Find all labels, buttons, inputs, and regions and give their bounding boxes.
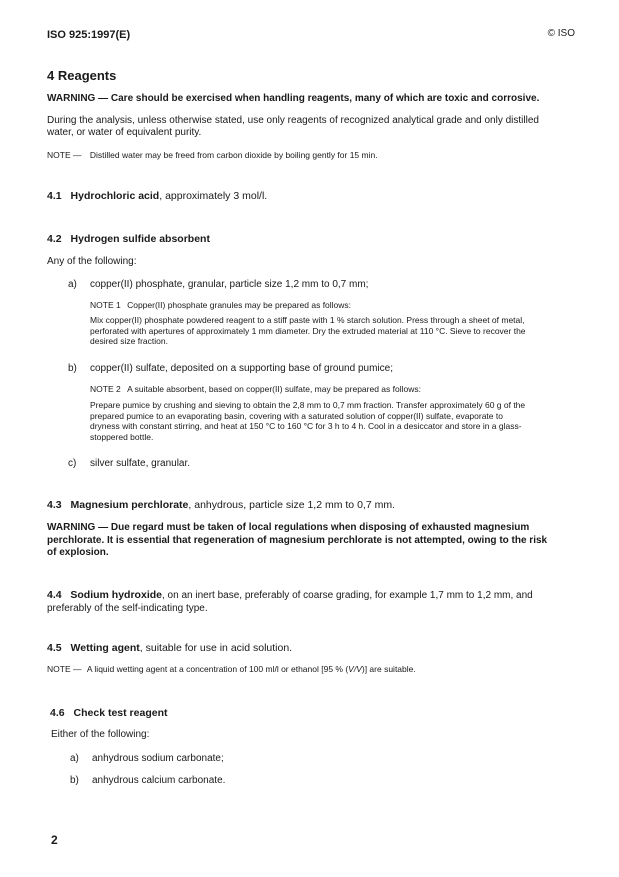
subsection-title: Sodium hydroxide [70, 589, 162, 601]
note-line: desired size fraction. [90, 336, 168, 346]
list-marker: b) [68, 363, 77, 374]
subsection-4-6 [50, 707, 167, 719]
section-4-title: 4 Reagents [47, 68, 117, 83]
copyright-mark: © ISO [547, 28, 575, 39]
subsection-number: 4.3 [47, 499, 62, 511]
list-item-text: copper(II) phosphate, granular, particle size 1,2 mm to 0,7 mm; [90, 279, 369, 290]
note-text: Copper(II) phosphate granules may be prepared as follows: [127, 300, 352, 310]
magnesium-warning [47, 522, 547, 560]
subsection-title: Hydrogen sulfide absorbent [70, 233, 210, 245]
subsection-number: 4.1 [47, 190, 62, 202]
section-4-note [47, 150, 378, 161]
list-intro: Either of the following: [51, 729, 150, 740]
subsection-4-2 [47, 233, 210, 245]
note-label: NOTE — [47, 664, 82, 674]
subsection-title: Check test reagent [73, 707, 168, 719]
standard-designation: ISO 925:1997(E) [47, 29, 131, 41]
subsection-title: Hydrochloric acid [70, 190, 160, 202]
note-2-body [90, 400, 525, 442]
page-number: 2 [51, 833, 58, 847]
note-line: prepared pumice to an evaporating basin, covering with a saturated solution of copper(II) sulfate, evaporate to [90, 410, 503, 421]
subsection-4-4 [47, 589, 533, 615]
subsection-4-3 [47, 499, 395, 511]
note-label: NOTE — [47, 150, 82, 160]
list-item-text: anhydrous sodium carbonate; [92, 753, 224, 764]
note-text: A suitable absorbent, based on copper(II) sulfate, may be prepared as follows: [127, 384, 421, 394]
note-1-body [90, 315, 526, 347]
warning-text: Care should be exercised when handling reagents, many of which are toxic and corrosive. [108, 93, 540, 104]
subsection-text: , approximately 3 mol/l. [159, 190, 268, 202]
subsection-title: Wetting agent [70, 642, 140, 654]
list-item-text: copper(II) sulfate, deposited on a supporting base of ground pumice; [90, 363, 393, 374]
warning-line: perchlorate. It is essential that regeneration of magnesium perchlorate is not attempted, owing to the risk [47, 534, 548, 546]
wetting-note [47, 664, 416, 675]
subsection-text: , anhydrous, particle size 1,2 mm to 0,7 mm. [188, 499, 395, 511]
subsection-4-1 [47, 190, 267, 202]
note-label: NOTE 2 [90, 384, 121, 394]
subsection-title: Magnesium perchlorate [70, 499, 189, 511]
list-item-text: anhydrous calcium carbonate. [92, 775, 226, 786]
warning-label: WARNING — [47, 93, 109, 104]
intro-line: water, or water of equivalent purity. [47, 127, 202, 138]
note-text: )] are suitable. [361, 664, 416, 674]
note-text: Distilled water may be freed from carbon dioxide by boiling gently for 15 min. [89, 150, 378, 160]
list-marker: a) [68, 279, 77, 290]
note-2 [90, 384, 421, 395]
list-marker: b) [70, 775, 79, 786]
note-text: A liquid wetting agent at a concentration of 100 ml/l or ethanol [95 % ( [86, 664, 349, 674]
note-1 [90, 300, 351, 311]
subsection-line [47, 589, 533, 602]
section-4-warning [47, 93, 539, 104]
note-line: dryness with constant stirring, and heat at 150 °C to 160 °C for 3 h to 4 h. Cool in a desiccator and store in a glass- [90, 421, 522, 431]
subsection-line: preferably of the self-indicating type. [47, 603, 208, 614]
subsection-number: 4.6 [50, 707, 65, 719]
note-line: Mix copper(II) phosphate powdered reagent to a stiff paste with 1 % starch solution. Press through a sheet of metal, [90, 315, 525, 325]
list-marker: a) [70, 753, 79, 764]
warning-line: WARNING — Due regard must be taken of local regulations when disposing of exhausted magnesium [47, 522, 530, 533]
subsection-4-5 [47, 642, 292, 654]
list-item-text: silver sulfate, granular. [90, 458, 191, 469]
intro-line: During the analysis, unless otherwise stated, use only reagents of recognized analytical grade and only distilled [47, 115, 539, 126]
subsection-number: 4.5 [47, 642, 62, 654]
list-marker: c) [68, 458, 77, 469]
note-line: stoppered bottle. [90, 431, 154, 442]
section-4-intro [47, 115, 539, 139]
list-intro: Any of the following: [47, 256, 137, 267]
note-label: NOTE 1 [90, 300, 121, 310]
note-italic: V/V [348, 664, 362, 674]
note-line: perforated with apertures of approximately 1 mm diameter. Dry the extruded material at 110 °C. Sieve to recover the [90, 325, 526, 336]
subsection-number: 4.4 [47, 589, 62, 601]
warning-line: of explosion. [47, 547, 109, 558]
note-line: Prepare pumice by crushing and sieving to obtain the 2,8 mm to 0,7 mm fraction. Transfer approximately 60 g of the [90, 400, 526, 410]
subsection-text: , on an inert base, preferably of coarse grading, for example 1,7 mm to 1,2 mm, and [161, 590, 533, 601]
subsection-text: , suitable for use in acid solution. [139, 642, 293, 654]
subsection-number: 4.2 [47, 233, 62, 245]
